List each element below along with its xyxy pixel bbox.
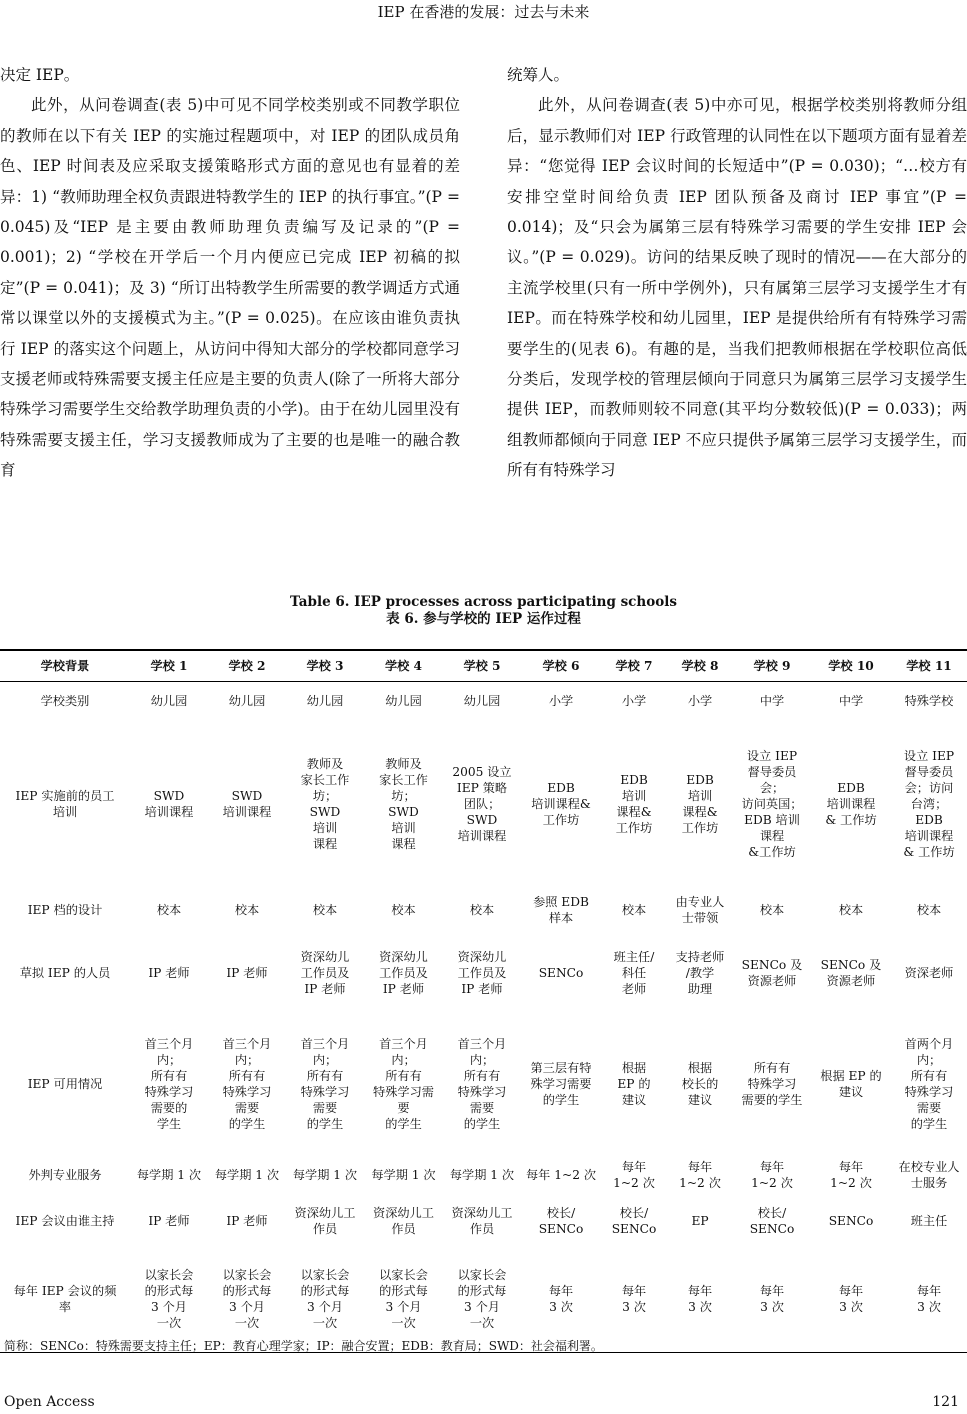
table-body bbox=[0, 682, 967, 1353]
table-cell: 在校专业人 士服务 bbox=[898, 1159, 960, 1190]
header-cell: 学校 7 bbox=[601, 650, 667, 682]
table-cell: 每年 1~2 次 bbox=[751, 1159, 793, 1190]
table-cell: 每学期 1 次 bbox=[292, 1167, 358, 1182]
table-container bbox=[0, 649, 967, 1353]
table-caption bbox=[0, 594, 967, 628]
table-cell: 以家长会 的形式每 3 个月 一次 bbox=[130, 1247, 208, 1353]
table-cell: IP 老师 bbox=[148, 1213, 190, 1228]
table-cell: 校本 bbox=[312, 902, 338, 917]
table-cell: 每学期 1 次 bbox=[371, 1167, 436, 1182]
table-cell: 幼儿园 bbox=[228, 694, 266, 709]
table-cell: 支持老师 /教学 助理 bbox=[675, 949, 725, 996]
table-cell: 校本 bbox=[391, 902, 416, 917]
table-cell: 首三个月 内； 所有有 特殊学习需 要 的学生 bbox=[373, 1036, 434, 1131]
table-cell: 中学 bbox=[759, 694, 785, 709]
table-cell: SWD 培训课程 bbox=[222, 788, 272, 819]
table-cell: 资深幼儿工 作员 bbox=[451, 1205, 513, 1236]
table-row bbox=[0, 682, 967, 721]
table-cell: 教师及 家长工作 坊； SWD 培训 课程 bbox=[300, 756, 350, 851]
table-cell: EP bbox=[691, 1213, 709, 1228]
table-cell: 每年 1~2 次 bbox=[613, 1159, 655, 1190]
header-cell: 学校 10 bbox=[811, 650, 891, 682]
body-text-columns bbox=[0, 60, 967, 580]
table-cell: 校本 bbox=[621, 902, 647, 917]
row-label-cell: IEP 会议由谁主持 bbox=[15, 1213, 115, 1228]
table-cell: 资深老师 bbox=[904, 965, 954, 980]
running-header: IEP 在香港的发展：过去与未来 bbox=[377, 3, 590, 21]
row-label-cell: IEP 实施前的员工 培训 bbox=[15, 788, 115, 819]
table-row bbox=[0, 933, 967, 1013]
table-cell: EDB 培训 课程& 工作坊 bbox=[681, 772, 719, 835]
table-cell: 每年 3 次 bbox=[891, 1247, 967, 1353]
header-cell: 学校 2 bbox=[208, 650, 286, 682]
table-cell: 以家长会 的形式每 3 个月 一次 bbox=[443, 1247, 521, 1353]
row-label-cell: 学校类别 bbox=[40, 694, 90, 709]
table-cell: 校长/ SENCo bbox=[538, 1205, 584, 1236]
table-cell: IP 老师 bbox=[226, 1213, 268, 1228]
table-cell: 资深幼儿 工作员及 IP 老师 bbox=[300, 949, 350, 996]
table-cell: 每年 1~2 次 bbox=[525, 1167, 597, 1182]
header-cell: 学校 8 bbox=[667, 650, 733, 682]
table-cell: IP 老师 bbox=[226, 965, 268, 980]
table-row bbox=[0, 1195, 967, 1247]
header-cell: 学校 3 bbox=[286, 650, 364, 682]
row-label-cell: IEP 可用情况 bbox=[27, 1076, 103, 1091]
table-cell: 班主任/ 科任 老师 bbox=[613, 949, 655, 996]
paragraph: 统筹人。 bbox=[507, 66, 570, 84]
row-label-cell: 草拟 IEP 的人员 bbox=[19, 965, 111, 980]
table-cell: 参照 EDB 样本 bbox=[533, 894, 589, 925]
table-cell: EDB 培训 课程& 工作坊 bbox=[615, 772, 653, 835]
table-cell: 特殊学校 bbox=[904, 694, 954, 709]
header-cell: 学校 6 bbox=[521, 650, 601, 682]
table-cell: 资深幼儿工 作员 bbox=[373, 1205, 434, 1236]
table-row bbox=[0, 1155, 967, 1195]
table-cell: 每学期 1 次 bbox=[449, 1167, 515, 1182]
table-cell: 首三个月 内； 所有有 特殊学习 需要 的学生 bbox=[222, 1036, 272, 1131]
iep-process-table bbox=[0, 649, 967, 1353]
table-cell: 首三个月 内； 所有有 特殊学习 需要的 学生 bbox=[144, 1036, 194, 1131]
table-cell: SENCo 及 资源老师 bbox=[741, 957, 803, 988]
header-cell: 学校背景 bbox=[0, 650, 130, 682]
table-cell: IP 老师 bbox=[148, 965, 190, 980]
table-cell: 以家长会 的形式每 3 个月 一次 bbox=[286, 1247, 364, 1353]
table-header-row bbox=[0, 650, 967, 682]
footer-journal-label: Open Access bbox=[4, 1394, 95, 1410]
table-cell: 校本 bbox=[469, 902, 495, 917]
table-cell: 首三个月 内； 所有有 特殊学习 需要 的学生 bbox=[300, 1036, 350, 1131]
table-cell: 每年 3 次 bbox=[733, 1247, 811, 1353]
table-cell: 首两个月 内； 所有有 特殊学习 需要 的学生 bbox=[904, 1036, 954, 1131]
table-cell: 资深幼儿 工作员及 IP 老师 bbox=[379, 949, 428, 996]
table-cell: 根据 校长的 建议 bbox=[681, 1060, 719, 1107]
table-cell: 以家长会 的形式每 3 个月 一次 bbox=[208, 1247, 286, 1353]
table-caption-chinese: 表 6. 参与学校的 IEP 运作过程 bbox=[386, 611, 581, 627]
table-cell: EDB 培训课程& 工作坊 bbox=[531, 780, 591, 827]
table-cell: 由专业人 士带领 bbox=[675, 894, 725, 925]
table-cell: 校长/ SENCo bbox=[749, 1205, 795, 1236]
table-cell: 所有有 特殊学习 需要的学生 bbox=[741, 1060, 803, 1107]
table-cell: 校本 bbox=[916, 902, 942, 917]
table-cell: 幼儿园 bbox=[306, 694, 344, 709]
table-cell: 校本 bbox=[759, 902, 785, 917]
table-cell: 根据 EP 的 建议 bbox=[617, 1060, 651, 1107]
table-cell: SWD 培训课程 bbox=[144, 788, 194, 819]
header-cell: 学校 9 bbox=[733, 650, 811, 682]
table-cell: 每年 1~2 次 bbox=[830, 1159, 872, 1190]
table-row bbox=[0, 1013, 967, 1155]
table-caption-english: Table 6. IEP processes across participating schools bbox=[290, 594, 677, 610]
paragraph: 决定 IEP。 bbox=[0, 66, 80, 84]
header-cell: 学校 5 bbox=[443, 650, 521, 682]
table-cell: 设立 IEP 督导委员 会； 访问英国； EDB 培训 课程 &工作坊 bbox=[741, 748, 803, 859]
table-cell: 小学 bbox=[687, 694, 713, 709]
table-cell: SENCo bbox=[828, 1213, 874, 1228]
row-label-cell: 外判专业服务 bbox=[28, 1167, 102, 1182]
table-cell: 每年 3 次 bbox=[811, 1247, 891, 1353]
table-cell: 2005 设立 IEP 策略 团队； SWD 培训课程 bbox=[452, 764, 512, 843]
table-cell: 设立 IEP 督导委员 会；访问 台湾； EDB 培训课程 & 工作坊 bbox=[903, 748, 955, 859]
right-column bbox=[507, 60, 967, 486]
left-column bbox=[0, 60, 460, 486]
table-cell: 资深幼儿工 作员 bbox=[294, 1205, 356, 1236]
table-cell: 每年 3 次 bbox=[667, 1247, 733, 1353]
table-cell: 资深幼儿 工作员及 IP 老师 bbox=[457, 949, 507, 996]
table-cell: 幼儿园 bbox=[150, 694, 188, 709]
table-cell: 每学期 1 次 bbox=[214, 1167, 280, 1182]
table-cell: 每年 1~2 次 bbox=[679, 1159, 721, 1190]
table-cell: 小学 bbox=[548, 694, 574, 709]
table-cell: EDB 培训课程 & 工作坊 bbox=[825, 780, 877, 827]
table-cell: 每年 3 次 bbox=[521, 1247, 601, 1353]
table-cell: 幼儿园 bbox=[385, 694, 422, 709]
table-row bbox=[0, 721, 967, 887]
table-row bbox=[0, 887, 967, 933]
paragraph: 此外，从问卷调查(表 5)中可见不同学校类别或不同教学职位的教师在以下有关 IEP 的实施过程题项中，对 IEP 的团队成员角色、IEP 时间表及应采取支援策略形式方面的意见也有显着的差异：1) “教师助理全权负责跟进特教学生的 IEP 的执行事宜。”(P = 0.045)及“IEP 是主要由教师助理负责编写及记录的”(P = 0.001)；2) “学校在开学后一个月内便应已完成 IEP 初稿的拟定”(P = 0.041)；及 3) “所订出特教学生所需要的教学调适方式通常以课堂以外的支援模式为主。”(P = 0.025)。在应该由谁负责执行 IEP 的落实这个问题上，从访问中得知大部分的学校都同意学习支援老师或特殊需要支援主任应是主要的负责人(除了一所将大部分特殊学习需要学生交给教学助理负责的小学)。由于在幼儿园里没有特殊需要支援主任，学习支援教师成为了主要的也是唯一的融合教育 bbox=[0, 96, 460, 480]
header-cell: 学校 4 bbox=[364, 650, 443, 682]
table-cell: 以家长会 的形式每 3 个月 一次 bbox=[364, 1247, 443, 1353]
table-footnote: 简称：SENCo：特殊需要支持主任；EP：教育心理学家；IP：融合安置；EDB：教育局；SWD：社会福利署。 bbox=[4, 1339, 603, 1353]
paragraph: 此外，从问卷调查(表 5)中亦可见，根据学校类别将教师分组后，显示教师们对 IEP 行政管理的认同性在以下题项方面有显着差异：“您觉得 IEP 会议时间的长短适中”(P = 0.030)；“…校方有安排空堂时间给负责 IEP 团队预备及商讨 IEP 事宜”(P = 0.014)；及“只会为属第三层有特殊学习需要的学生安排 IEP 会议。”(P = 0.029)。访问的结果反映了现时的情况——在大部分的主流学校里(只有一所中学例外)，只有属第三层学习支援学生才有 IEP。而在特殊学校和幼儿园里，IEP 是提供给所有有特殊学习需要学生的(见表 6)。有趣的是，当我们把教师根据在学校职位高低分类后，发现学校的管理层倾向于同意只为属第三层学习支援学生提供 IEP，而教师则较不同意(其平均分数较低)(P = 0.033)；两组教师都倾向于同意 IEP 不应只提供予属第三层学习支援学生，而所有有特殊学习 bbox=[507, 96, 967, 480]
table-cell: 教师及 家长工作 坊； SWD 培训 课程 bbox=[379, 756, 428, 851]
row-label-cell: IEP 档的设计 bbox=[27, 902, 103, 917]
table-cell: SENCo bbox=[538, 965, 584, 980]
table-cell: 班主任 bbox=[910, 1213, 948, 1228]
table-cell: 第三层有特 殊学习需要 的学生 bbox=[530, 1060, 592, 1107]
header-cell: 学校 11 bbox=[891, 650, 967, 682]
table-cell: 校本 bbox=[156, 902, 182, 917]
table-cell: 每年 3 次 bbox=[601, 1247, 667, 1353]
table-cell: 中学 bbox=[838, 694, 864, 709]
table-cell: 幼儿园 bbox=[463, 694, 501, 709]
table-cell: SENCo 及 资源老师 bbox=[820, 957, 882, 988]
table-cell: 校长/ SENCo bbox=[611, 1205, 657, 1236]
table-cell: 首三个月 内； 所有有 特殊学习 需要 的学生 bbox=[457, 1036, 507, 1131]
page-number: 121 bbox=[932, 1394, 959, 1410]
row-label-cell: 每年 IEP 会议的频 率 bbox=[0, 1247, 130, 1353]
table-cell: 每学期 1 次 bbox=[136, 1167, 202, 1182]
table-cell: 校本 bbox=[838, 902, 864, 917]
table-cell: 根据 EP 的 建议 bbox=[820, 1068, 882, 1099]
header-cell: 学校 1 bbox=[130, 650, 208, 682]
table-cell: 校本 bbox=[234, 902, 260, 917]
table-cell: 小学 bbox=[621, 694, 647, 709]
